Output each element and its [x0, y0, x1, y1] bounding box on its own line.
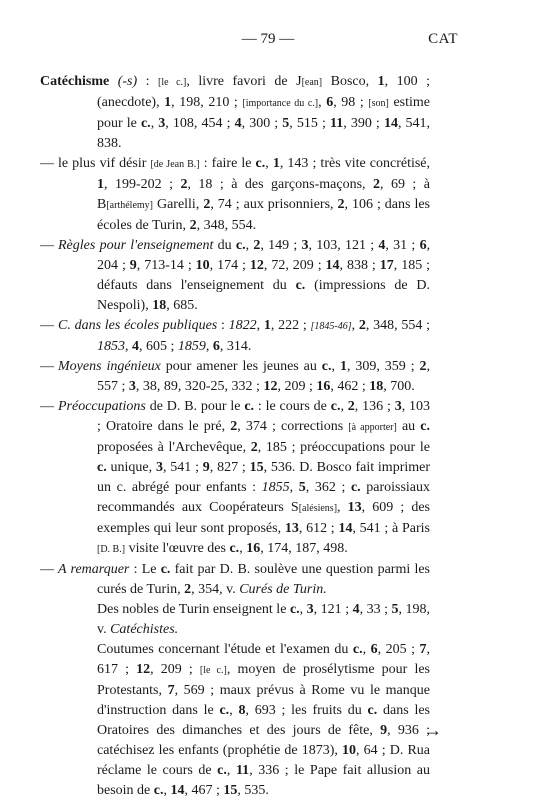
index-dash-entry: — A remarquer : Le c. fait par D. B. soulève une question parmi les curés de Turin, 2, 354, v. Curés de Turin.: [40, 562, 431, 597]
dash-marker: —: [40, 318, 54, 333]
index-dash-entry: — C. dans les écoles publiques : 1822, 1, 222 ; [1845-46], 2, 348, 554 ; 1853, 4, 605 ; 1859, 6, 314.: [40, 318, 431, 354]
page-number: — 79 —: [241, 31, 295, 47]
dash-marker: —: [40, 399, 54, 414]
dash-marker: —: [40, 359, 54, 374]
dash-marker: —: [40, 156, 54, 171]
index-dash-entry: — le plus vif désir [de Jean B.] : faire le c., 1, 143 ; très vite concrétisé, 1, 199-202 ; 2, 18 ; à des garçons-maçons, 2, 69 ; à B[arthélemy] Garelli, 2, 74 ; aux prisonniers, 2, 106 ; dans les écoles de Turin, 2, 348, 554.: [40, 156, 431, 233]
index-headword-entry: Catéchisme (-s) : [le c.], livre favori de J[ean] Bosco, 1, 100 ; (anecdote), 1, 198, 210 ; [importance du c.], 6, 98 ; [son] estime pour le c., 3, 108, 454 ; 4, 300 ; 5, 515 ; 11, 390 ; 14, 541, 838.: [40, 74, 431, 151]
running-head: CAT: [428, 31, 458, 47]
index-dash-entry: — Préoccupations de D. B. pour le c. : le cours de c., 2, 136 ; 3, 103 ; Oratoire dans le pré, 2, 374 ; corrections [à apporter] au c. proposées à l'Archevêque, 2, 185 ; préoccupations pour le c. unique, 3, 541 ; 9, 827 ; 15, 536. D. Bosco fait imprimer un c. abrégé pour enfants : 1855, 5, 362 ; c. paroissiaux recommandés aux Coopérateurs S[alésiens], 13, 609 ; des exemples qui leur sont proposés, 13, 612 ; 14, 541 ; à Paris [D. B.] visite l'œuvre des c., 16, 174, 187, 498.: [40, 399, 431, 556]
index-sub-entry: Des nobles de Turin enseignent le c., 3, 121 ; 4, 33 ; 5, 198, v. Catéchistes.: [97, 602, 431, 637]
index-dash-entry: — Règles pour l'enseignement du c., 2, 149 ; 3, 103, 121 ; 4, 31 ; 6, 204 ; 9, 713-14 ; 10, 174 ; 12, 72, 209 ; 14, 838 ; 17, 185 ; défauts dans l'enseignement du c. (impressions de D. Nespoli), 18, 685.: [40, 238, 431, 313]
dash-marker: —: [40, 562, 54, 577]
index-sub-entry: Coutumes concernant l'étude et l'examen du c., 6, 205 ; 7, 617 ; 12, 209 ; [le c.], moyen de prosélytisme pour les Protestants, 7, 569 ; maux prévus à Rome vu le manque d'instruction dans le c., 8, 693 ; les fruits du c. dans les Oratoires des dimanches et des jours de fête, 9, 936 ; catéchisez les enfants (prophétie de 1873), 10, 64 ; D. Rua réclame le cours de c., 11, 336 ; le Pape fait allusion au besoin de c., 14, 467 ; 15, 535.: [97, 642, 431, 798]
index-entries: [40, 72, 430, 801]
dash-marker: —: [40, 238, 54, 253]
index-dash-entry: — Moyens ingénieux pour amener les jeunes au c., 1, 309, 359 ; 2, 557 ; 3, 38, 89, 320-25, 332 ; 12, 209 ; 16, 462 ; 18, 700.: [40, 359, 431, 394]
continuation-arrow-icon: →: [424, 720, 442, 740]
